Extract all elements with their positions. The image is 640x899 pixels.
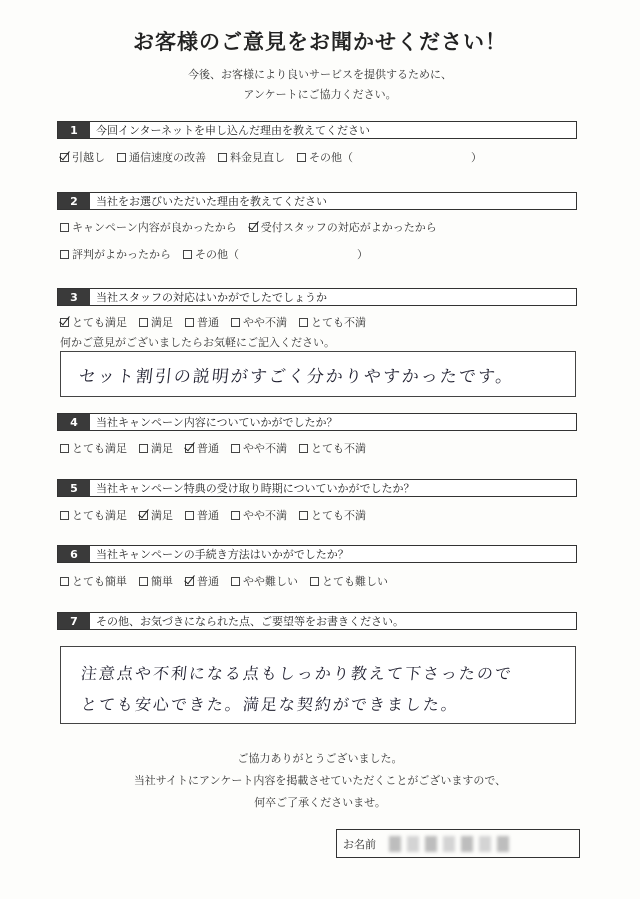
footer-line-2: 何卒ご了承くださいませ。: [254, 796, 386, 809]
name-field[interactable]: [336, 829, 580, 858]
option-campaign[interactable]: [60, 219, 237, 235]
question-number: 5: [58, 480, 90, 496]
question-text: 当社スタッフの対応はいかがでしたでしょうか: [96, 291, 327, 304]
option-very-satisfied[interactable]: [60, 314, 127, 330]
option-normal[interactable]: [185, 440, 219, 456]
option-speed[interactable]: [117, 149, 206, 165]
option-label: とても簡単: [72, 575, 127, 588]
option-label: 簡単: [151, 575, 173, 588]
option-label: やや難しい: [243, 575, 298, 588]
option-label: 普通: [197, 575, 219, 588]
option-reputation[interactable]: [60, 246, 171, 262]
checkbox[interactable]: [139, 577, 148, 586]
option-other[interactable]: [183, 246, 368, 262]
question-number: 7: [58, 613, 90, 629]
option-label: 満足: [151, 442, 173, 455]
checkbox[interactable]: [310, 577, 319, 586]
option-label: 満足: [151, 509, 173, 522]
question-3-header: [57, 288, 577, 306]
option-label: 評判がよかったから: [72, 248, 171, 261]
option-somewhat-unsatisfied[interactable]: [231, 507, 287, 523]
option-label: とても満足: [72, 509, 127, 522]
checkbox[interactable]: [249, 223, 258, 232]
option-satisfied[interactable]: [139, 440, 173, 456]
checkbox[interactable]: [139, 318, 148, 327]
checkbox[interactable]: [218, 153, 227, 162]
question-text: 当社キャンペーン特典の受け取り時期についていかがでしたか？: [96, 482, 415, 495]
question-2-options-row-2: [60, 246, 380, 262]
option-label: その他（: [309, 151, 353, 164]
question-number: 3: [58, 289, 90, 305]
option-satisfied[interactable]: [139, 507, 173, 523]
option-label: 満足: [151, 316, 173, 329]
option-label: 料金見直し: [230, 151, 285, 164]
subtitle-line-1: 今後、お客様により良いサービスを提供するために、: [188, 68, 452, 81]
question-number: 4: [58, 414, 90, 430]
option-label: その他（: [195, 248, 239, 261]
option-label: 普通: [197, 442, 219, 455]
checkbox[interactable]: [60, 153, 69, 162]
question-1-header: [57, 121, 577, 139]
footer-line-1: 当社サイトにアンケート内容を掲載させていただくことがございますので、: [133, 774, 507, 787]
option-somewhat-unsatisfied[interactable]: [231, 440, 287, 456]
option-label: とても不満: [311, 316, 366, 329]
checkbox[interactable]: [60, 444, 69, 453]
option-very-unsatisfied[interactable]: [299, 440, 366, 456]
checkbox[interactable]: [299, 444, 308, 453]
option-label: 受付スタッフの対応がよかったから: [260, 221, 437, 234]
checkbox[interactable]: [139, 444, 148, 453]
close-paren: ）: [471, 151, 482, 164]
checkbox[interactable]: [231, 577, 240, 586]
checkbox[interactable]: [60, 318, 69, 327]
checkbox[interactable]: [60, 577, 69, 586]
handwritten-answer-line-1: 注意点や不利になる点もしっかり教えて下さったので: [79, 664, 514, 683]
option-label: とても不満: [311, 509, 366, 522]
checkbox[interactable]: [117, 153, 126, 162]
option-label: やや不満: [243, 509, 287, 522]
checkbox[interactable]: [185, 444, 194, 453]
answer-box-3[interactable]: [60, 351, 576, 397]
question-3-options: [60, 314, 378, 330]
question-4-options: [60, 440, 378, 456]
question-text: 今回インターネットを申し込んだ理由を教えてください: [96, 124, 371, 137]
question-text: 当社キャンペーン内容についていかがでしたか？: [96, 416, 338, 429]
checkbox[interactable]: [299, 318, 308, 327]
name-label: お名前: [343, 837, 376, 851]
question-text: 当社をお選びいただいた理由を教えてください: [96, 195, 327, 208]
option-label: とても満足: [72, 442, 127, 455]
option-label: やや不満: [243, 442, 287, 455]
option-somewhat-difficult[interactable]: [231, 573, 298, 589]
option-label: 普通: [197, 316, 219, 329]
option-staff[interactable]: [249, 219, 437, 235]
question-7-header: [57, 612, 577, 630]
checkbox[interactable]: [139, 511, 148, 520]
option-label: やや不満: [243, 316, 287, 329]
question-number: 6: [58, 546, 90, 562]
handwritten-answer: セット割引の説明がすごく分かりやすかったです。: [77, 366, 516, 387]
option-label: とても満足: [72, 316, 127, 329]
checkbox[interactable]: [60, 511, 69, 520]
redacted-name: [389, 836, 509, 852]
question-5-options: [60, 507, 378, 523]
question-6-options: [60, 573, 400, 589]
question-text: その他、お気づきになられた点、ご要望等をお書きください。: [96, 615, 404, 628]
question-5-header: [57, 479, 577, 497]
option-label: 通信速度の改善: [129, 151, 206, 164]
option-very-easy[interactable]: [60, 573, 127, 589]
question-4-header: [57, 413, 577, 431]
question-6-header: [57, 545, 577, 563]
checkbox[interactable]: [185, 511, 194, 520]
checkbox[interactable]: [60, 250, 69, 259]
question-1-options: [60, 149, 494, 165]
option-easy[interactable]: [139, 573, 173, 589]
checkbox[interactable]: [297, 153, 306, 162]
option-very-unsatisfied[interactable]: [299, 507, 366, 523]
page-title: お客様のご意見をお聞かせください！: [133, 30, 507, 54]
checkbox[interactable]: [231, 511, 240, 520]
comment-prompt: 何かご意見がございましたらお気軽にご記入ください。: [60, 336, 335, 349]
option-hikkoshi[interactable]: [60, 149, 105, 165]
checkbox[interactable]: [185, 318, 194, 327]
option-very-unsatisfied[interactable]: [299, 314, 366, 330]
option-price[interactable]: [218, 149, 285, 165]
checkbox[interactable]: [185, 577, 194, 586]
option-normal[interactable]: [185, 314, 219, 330]
option-label: とても難しい: [322, 575, 388, 588]
handwritten-answer-line-2: とても安心できた。満足な契約ができました。: [79, 695, 460, 714]
option-normal[interactable]: [185, 573, 219, 589]
option-somewhat-unsatisfied[interactable]: [231, 314, 287, 330]
question-2-options-row-1: [60, 219, 449, 235]
option-label: 引越し: [72, 151, 105, 164]
question-number: 2: [58, 193, 90, 209]
option-very-satisfied[interactable]: [60, 507, 127, 523]
checkbox[interactable]: [231, 444, 240, 453]
question-2-header: [57, 192, 577, 210]
subtitle-line-2: アンケートにご協力ください。: [243, 88, 397, 101]
question-text: 当社キャンペーンの手続き方法はいかがでしたか？: [96, 548, 349, 561]
option-label: キャンペーン内容が良かったから: [72, 221, 237, 234]
checkbox[interactable]: [299, 511, 308, 520]
option-very-difficult[interactable]: [310, 573, 388, 589]
option-label: とても不満: [311, 442, 366, 455]
option-other[interactable]: [297, 149, 482, 165]
question-number: 1: [58, 122, 90, 138]
answer-box-7[interactable]: [60, 646, 576, 724]
checkbox[interactable]: [60, 223, 69, 232]
option-label: 普通: [197, 509, 219, 522]
checkbox[interactable]: [183, 250, 192, 259]
close-paren: ）: [357, 248, 368, 261]
thanks-message: ご協力ありがとうございました。: [237, 752, 403, 765]
option-satisfied[interactable]: [139, 314, 173, 330]
checkbox[interactable]: [231, 318, 240, 327]
option-normal[interactable]: [185, 507, 219, 523]
option-very-satisfied[interactable]: [60, 440, 127, 456]
